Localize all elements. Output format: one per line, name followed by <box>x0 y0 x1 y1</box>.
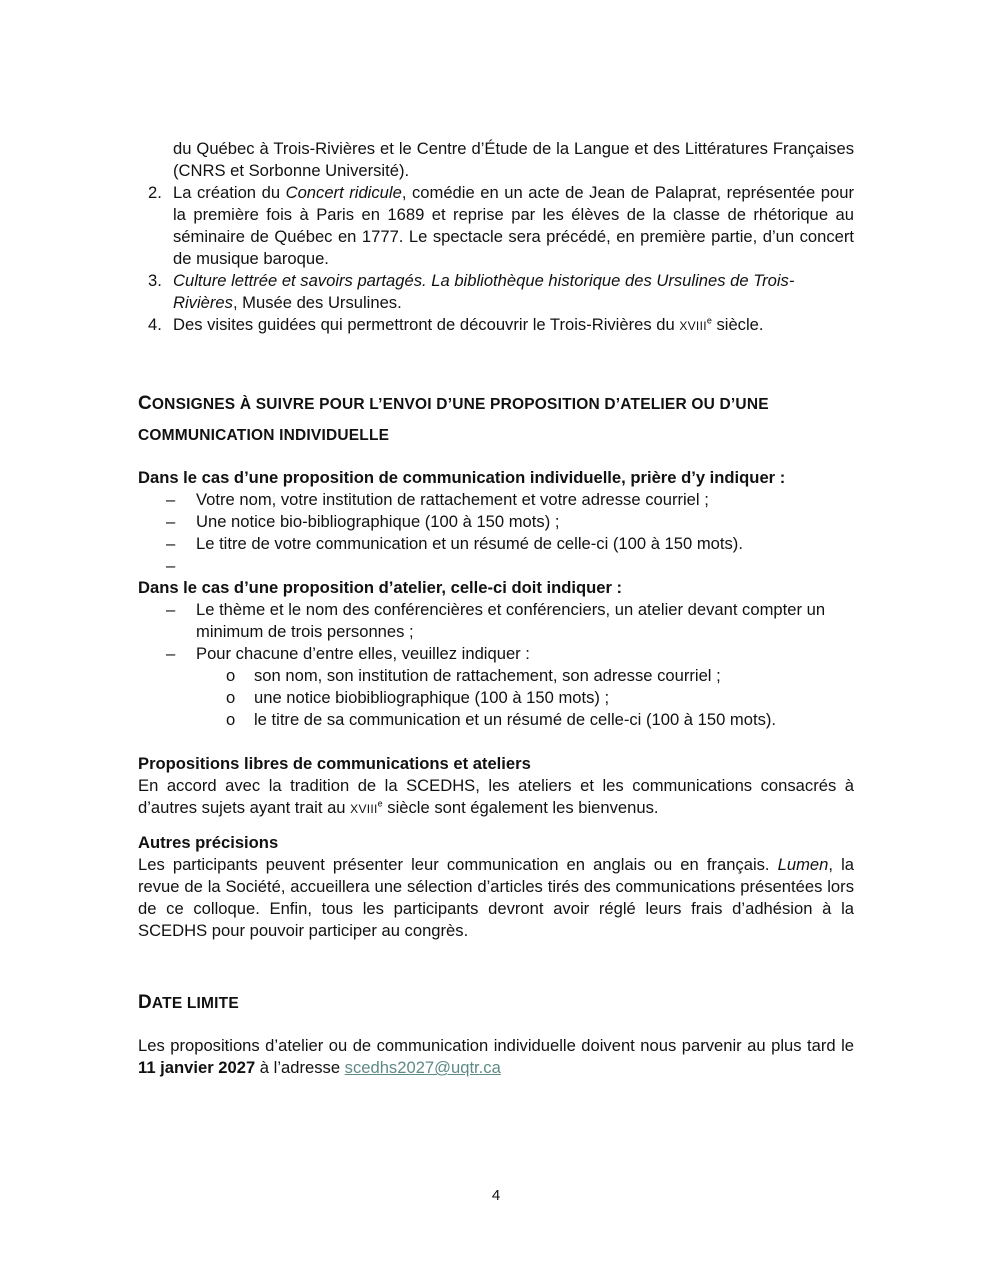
list-item-text: Pour chacune d’entre elles, veuillez indiquer : <box>196 644 530 663</box>
text-run: , Musée des Ursulines. <box>232 293 402 312</box>
list-item <box>138 182 854 270</box>
list-number: 2. <box>148 183 162 202</box>
document-page <box>138 138 854 1079</box>
list-item <box>138 665 854 687</box>
list-item <box>138 511 854 533</box>
libres-heading: Propositions libres de communications et ateliers <box>138 754 531 773</box>
list-item-text: Le titre de votre communication et un résumé de celle-ci (100 à 150 mots). <box>196 534 743 553</box>
circle-bullet: o <box>226 688 236 707</box>
text-run: siècle sont également les bienvenus. <box>382 798 659 817</box>
circle-bullet: o <box>226 666 236 685</box>
list-item-text: une notice biobibliographique (100 à 150 mots) ; <box>254 688 610 707</box>
list-item <box>138 489 854 511</box>
text-run: En accord avec la tradition de la SCEDHS, les ateliers et les communications consacrés à d’autres sujets ayant trait au <box>138 776 854 817</box>
section-title-consignes <box>138 389 854 451</box>
list-item <box>138 709 854 731</box>
superscript: e <box>377 798 383 809</box>
text-run: , comédie en un acte de Jean de Palaprat, représentée pour la première fois à Paris en 1689 et reprise par les élèves de la classe de rhétorique au séminaire de Québec en 1777. Le spectacle sera précédé, en première partie, d’un concert de musique baroque. <box>173 183 854 268</box>
deadline-date: 11 janvier 2027 <box>138 1058 256 1077</box>
list-item-text: son nom, son institution de rattachement, son adresse courriel ; <box>254 666 721 685</box>
individual-heading: Dans le cas d’une proposition de communication individuelle, prière d’y indiquer : <box>138 468 786 487</box>
list-item-empty <box>138 555 854 577</box>
list-item <box>138 599 854 643</box>
superscript: e <box>706 315 712 326</box>
text-run: La création du <box>173 183 286 202</box>
dash-bullet: – <box>166 534 176 553</box>
list-item-text: Une notice bio-bibliographique (100 à 150 mots) ; <box>196 512 560 531</box>
century-numeral: XVIII <box>350 802 378 816</box>
list-item-continuation: du Québec à Trois-Rivières et le Centre d’Étude de la Langue et des Littératures Françaises (CNRS et Sorbonne Université). <box>173 139 854 180</box>
list-number: 3. <box>148 271 162 290</box>
atelier-heading: Dans le cas d’une proposition d’atelier, celle-ci doit indiquer : <box>138 578 623 597</box>
atelier-sublist <box>138 665 854 731</box>
list-item <box>138 533 854 555</box>
list-item <box>138 314 854 337</box>
list-item-text: Le thème et le nom des conférencières et conférenciers, un atelier devant compter un minimum de trois personnes ; <box>196 600 826 641</box>
title-initial: C <box>138 393 152 414</box>
atelier-list <box>138 599 854 665</box>
autres-heading: Autres précisions <box>138 833 279 852</box>
dash-bullet: – <box>166 600 176 619</box>
title-text: COMMUNICATION INDIVIDUELLE <box>138 427 390 444</box>
title-text: ONSIGNES À SUIVRE POUR L’ENVOI D’UNE PROPOSITION D’ATELIER OU D’UNE <box>151 396 769 413</box>
list-item <box>138 643 854 665</box>
list-item-text <box>173 182 854 270</box>
page-number: 4 <box>491 1187 501 1204</box>
libres-paragraph <box>138 775 854 820</box>
text-run: Des visites guidées qui permettront de découvrir le Trois-Rivières du <box>173 315 680 334</box>
list-item-text <box>173 314 854 337</box>
email-link[interactable]: scedhs2027@uqtr.ca <box>344 1058 501 1077</box>
dash-bullet: – <box>166 490 176 509</box>
list-item <box>138 138 854 182</box>
dash-bullet: – <box>166 556 176 575</box>
list-item-text <box>173 270 854 314</box>
title-initial: D <box>138 992 152 1013</box>
text-run: à l’adresse <box>255 1058 345 1077</box>
title-text: ATE LIMITE <box>151 995 239 1012</box>
circle-bullet: o <box>226 710 236 729</box>
autres-paragraph <box>138 854 854 942</box>
intro-list <box>138 138 854 337</box>
exhibition-title: Culture lettrée et savoirs partagés. La bibliothèque historique des Ursulines de Trois-Rivières <box>173 271 795 312</box>
text-run: siècle. <box>711 315 764 334</box>
list-item <box>138 687 854 709</box>
individual-list <box>138 489 854 577</box>
dash-bullet: – <box>166 644 176 663</box>
list-number: 4. <box>148 315 162 334</box>
list-item-text: le titre de sa communication et un résumé de celle-ci (100 à 150 mots). <box>254 710 777 729</box>
journal-title: Lumen <box>777 855 829 874</box>
list-item-text: Votre nom, votre institution de rattachement et votre adresse courriel ; <box>196 490 709 509</box>
text-run: Les participants peuvent présenter leur communication en anglais ou en français. <box>138 855 778 874</box>
list-item <box>138 270 854 314</box>
deadline-paragraph <box>138 1035 854 1079</box>
text-run: , la revue de la Société, accueillera une sélection d’articles tirés des communications présentées lors de ce colloque. Enfin, tous les participants devront avoir réglé leurs frais d’adhésion à la SCEDHS pour pouvoir participer au congrès. <box>138 855 854 940</box>
text-run: Les propositions d’atelier ou de communication individuelle doivent nous parvenir au plus tard le <box>138 1036 854 1055</box>
dash-bullet: – <box>166 512 176 531</box>
play-title: Concert ridicule <box>285 183 402 202</box>
century-numeral: XVIII <box>679 319 707 333</box>
section-title-date-limite <box>138 988 854 1019</box>
